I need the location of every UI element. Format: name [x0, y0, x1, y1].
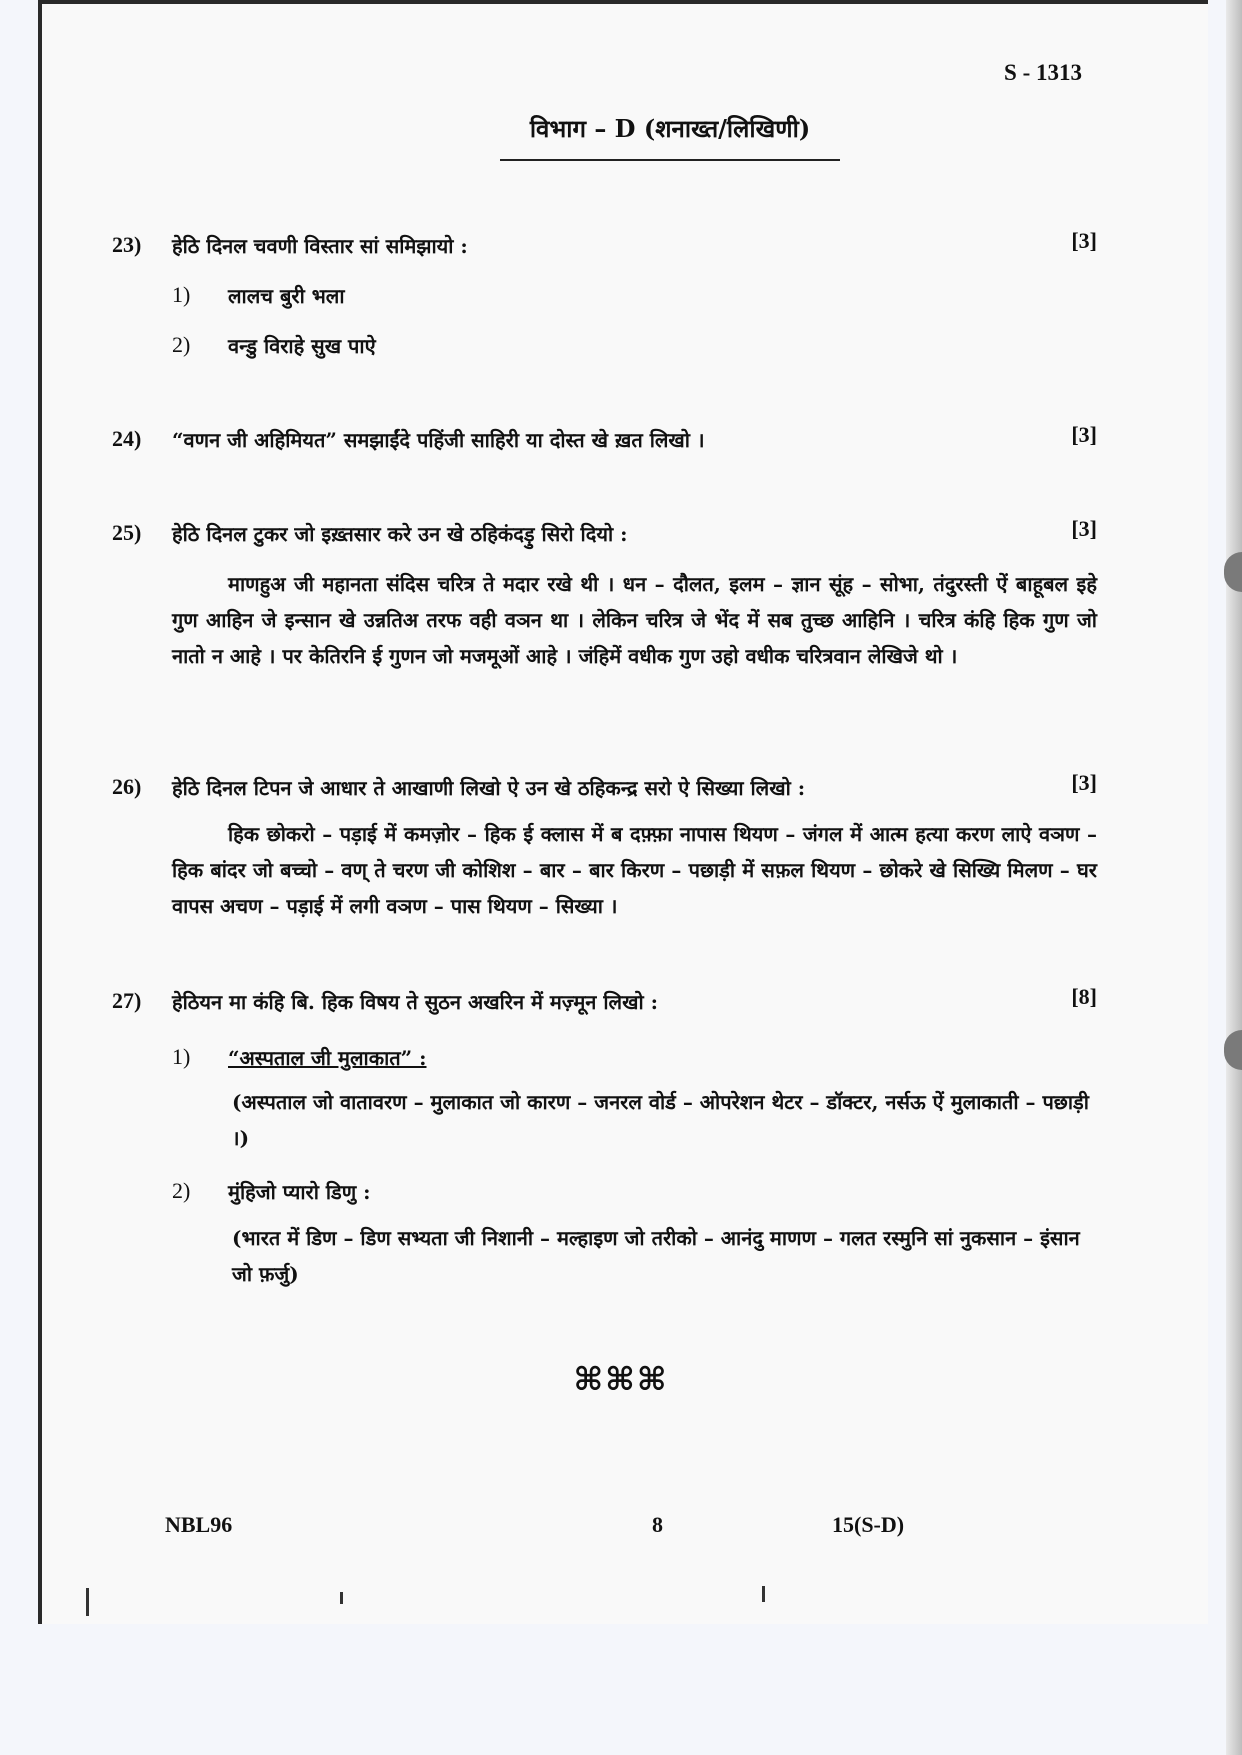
marks-badge: [8] — [1071, 984, 1097, 1009]
question-text: “वणन जी अहिमियत” समझाईंदे पहिंजी साहिरी या दोस्त खे ख़त लिखो । — [172, 428, 705, 452]
question-number: 24) — [112, 426, 142, 451]
sub-item-number: 1) — [172, 282, 191, 307]
marks-badge: [3] — [1071, 228, 1097, 253]
page-edge-shadow — [1226, 0, 1242, 1755]
scan-mark — [86, 1588, 89, 1616]
question-text: हेठियन मा कंहि बि. हिक विषय ते सुठन अखरिन में मज़्मून लिखो : — [172, 990, 658, 1014]
essay-hints: (भारत में डिण – डिण सभ्यता जी निशानी – मल्हाइण जो तरीको – आनंदु माणण – गलत रस्मुनि सां नुकसान – इंसान जो फ़र्जु) — [232, 1226, 1080, 1286]
scan-mark — [340, 1592, 343, 1604]
footer-series: 15(S-D) — [832, 1512, 905, 1537]
sub-item-text: लालच बुरी भला — [228, 284, 345, 308]
sub-item-number: 2) — [172, 332, 191, 357]
end-symbols: ⌘⌘⌘ — [573, 1360, 669, 1398]
marks-badge: [3] — [1071, 422, 1097, 447]
question-number: 26) — [112, 774, 142, 799]
question-text: हेठि दिनल टिपन जे आधार ते आखाणी लिखो ऐ उन खे ठहिकन्द्र सरो ऐ सिख्या लिखो : — [172, 776, 806, 800]
sub-item-number: 1) — [172, 1044, 191, 1069]
question-number: 23) — [112, 232, 142, 257]
question-text: हेठि दिनल चवणी विस्तार सां समिझायो : — [172, 234, 468, 258]
sub-item-text: वन्डु विराहे सुख पाऐ — [228, 334, 376, 358]
paper-code: S - 1313 — [1004, 60, 1082, 85]
page-number: 8 — [652, 1512, 663, 1537]
question-number: 27) — [112, 988, 142, 1013]
question-text: हेठि दिनल टुकर जो इख़्तसार करे उन खे ठहिकंदड़ु सिरो दियो : — [172, 522, 628, 546]
footer-code: NBL96 — [165, 1512, 233, 1537]
passage: माणहुअ जी महानता संदिस चरित्र ते मदार रखे थी । धन – दौलत, इलम – ज्ञान सूंह – सोभा, तंदुरस्ती ऐं बाहूबल इहे गुण आहिन जे इन्सान खे उन्नतिअ तरफ वही वञन था । लेकिन चरित्र जे भेंद में सब तुच्छ आहिनि । चरित्र कंहि हिक गुण जो नातो न आहे । पर केतिरनि ई गुणन जो मजमूओं आहे । जंहिमें वधीक गुण उहो वधीक चरित्रवान लेखिजे थो । — [172, 572, 1097, 668]
marks-badge: [3] — [1071, 770, 1097, 795]
section-heading: विभाग – D (शनाख्त/लिखिणी) — [500, 112, 840, 161]
essay-topic-title: “अस्पताल जी मुलाकात” : — [228, 1046, 427, 1070]
outline-points: हिक छोकरो – पड़ाई में कमज़ोर – हिक ई क्लास में ब दफ़्फ़ा नापास थियण – जंगल में आत्म हत्या करण लाऐ वञण – हिक बांदर जो बच्चो – वण् ते चरण जी कोशिश – बार – बार किरण – पछाड़ी में सफ़ल थियण – छोकरे खे सिख्यि मिलण – घर वापस अचण – पड़ाई में लगी वञण – पास थियण – सिख्या । — [172, 822, 1097, 918]
essay-topic-title: मुंहिजो प्यारो डिणु : — [228, 1180, 371, 1204]
scan-mark — [762, 1586, 765, 1602]
essay-hints: (अस्पताल जो वातावरण – मुलाकात जो कारण – जनरल वोर्ड – ओपरेशन थेटर – डॉक्टर, नर्सऊ ऐं मुलाकाती – पछाड़ी ।) — [232, 1090, 1089, 1150]
question-number: 25) — [112, 520, 142, 545]
sub-item-number: 2) — [172, 1178, 191, 1203]
marks-badge: [3] — [1071, 516, 1097, 541]
